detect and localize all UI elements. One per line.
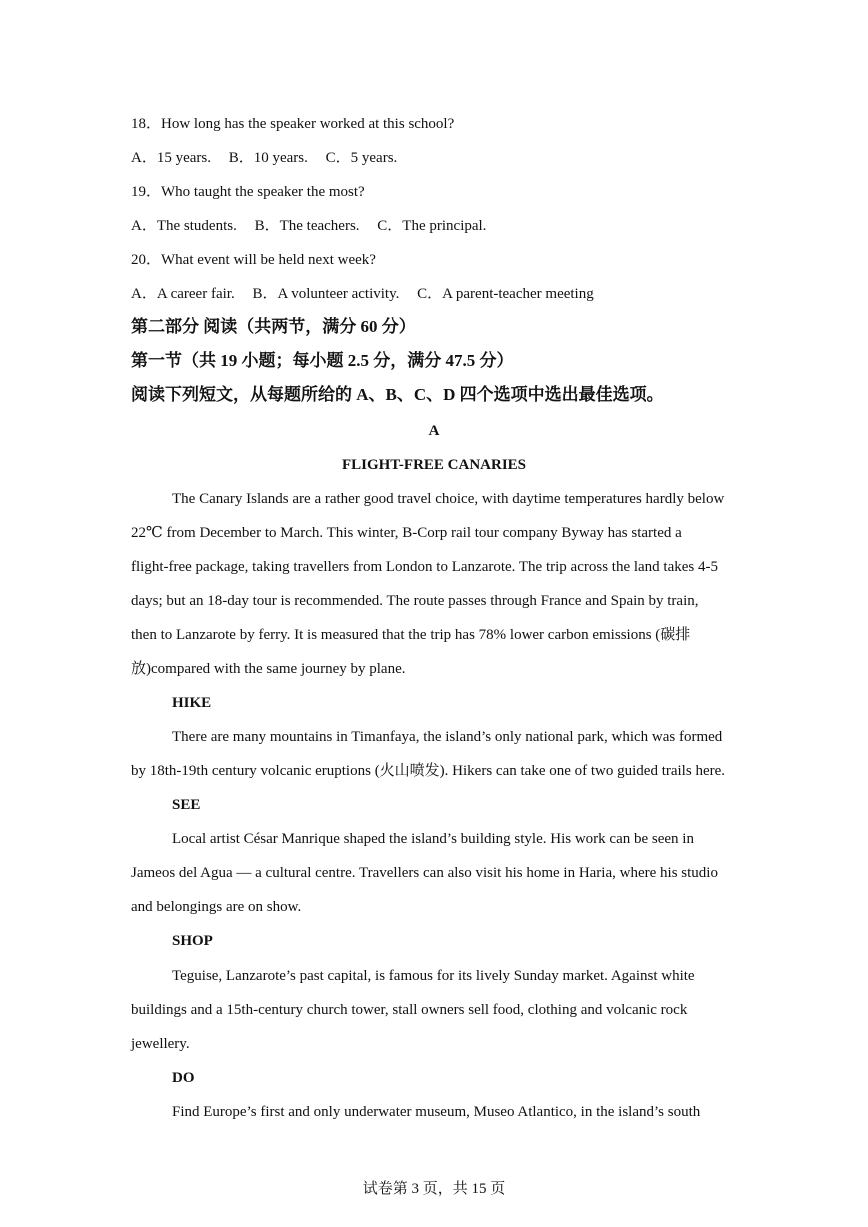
option-b: B．The teachers.	[254, 218, 360, 234]
paragraph-line: then to Lanzarote by ferry. It is measured that the trip has 78% lower carbon emissions (碳排	[131, 627, 691, 643]
paragraph-line: Jameos del Agua — a cultural centre. Travellers can also visit his home in Haria, where his studio	[131, 865, 718, 881]
option-c: C．A parent-teacher meeting	[417, 286, 594, 302]
paragraph-line: Teguise, Lanzarote’s past capital, is famous for its lively Sunday market. Against white	[172, 968, 695, 984]
section-heading-see: SEE	[172, 797, 201, 813]
option-c: C．The principal.	[377, 218, 487, 234]
section-heading-do: DO	[172, 1070, 195, 1086]
option-a: A．A career fair.	[131, 286, 235, 302]
part-heading: 第二部分 阅读（共两节，满分 60 分）	[131, 317, 416, 336]
page-footer: 试卷第 3 页，共 15 页	[362, 1181, 506, 1197]
instruction-text: 阅读下列短文，从每题所给的 A、B、C、D 四个选项中选出最佳选项。	[131, 385, 664, 404]
paragraph-line: 放)compared with the same journey by plane.	[131, 661, 406, 677]
section-heading-shop: SHOP	[172, 933, 213, 949]
paragraph-line: and belongings are on show.	[131, 899, 302, 915]
question-20-stem: 20．What event will be held next week?	[131, 252, 376, 268]
subsection-heading: 第一节（共 19 小题；每小题 2.5 分，满分 47.5 分）	[131, 351, 514, 370]
question-19-stem: 19．Who taught the speaker the most?	[131, 184, 365, 200]
paragraph-line: flight-free package, taking travellers from London to Lanzarote. The trip across the land takes 4-5	[131, 559, 718, 575]
paragraph-line: 22℃ from December to March. This winter, B-Corp rail tour company Byway has started a	[131, 525, 682, 541]
question-18-stem: 18．How long has the speaker worked at this school?	[131, 116, 455, 132]
question-20-options	[131, 284, 741, 304]
paragraph-line: by 18th-19th century volcanic eruptions (火山喷发). Hikers can take one of two guided trails here.	[131, 763, 726, 779]
passage-letter: A	[428, 423, 440, 439]
paragraph-line: days; but an 18-day tour is recommended. The route passes through France and Spain by train,	[131, 593, 699, 609]
paragraph-line: buildings and a 15th-century church tower, stall owners sell food, clothing and volcanic rock	[131, 1002, 688, 1018]
option-a: A．15 years.	[131, 150, 211, 166]
paragraph-line: Find Europe’s first and only underwater museum, Museo Atlantico, in the island’s south	[172, 1104, 701, 1120]
paragraph-line: jewellery.	[131, 1036, 190, 1052]
paragraph-line: The Canary Islands are a rather good travel choice, with daytime temperatures hardly below	[172, 491, 725, 507]
option-b: B．A volunteer activity.	[252, 286, 400, 302]
passage-title: FLIGHT-FREE CANARIES	[341, 457, 527, 473]
option-c: C．5 years.	[325, 150, 398, 166]
section-heading-hike: HIKE	[172, 695, 212, 711]
question-19-options	[131, 216, 741, 236]
paragraph-line: Local artist César Manrique shaped the island’s building style. His work can be seen in	[172, 831, 694, 847]
option-b: B．10 years.	[228, 150, 308, 166]
option-a: A．The students.	[131, 218, 237, 234]
paragraph-line: There are many mountains in Timanfaya, the island’s only national park, which was formed	[172, 729, 723, 745]
question-18-options	[131, 148, 741, 168]
